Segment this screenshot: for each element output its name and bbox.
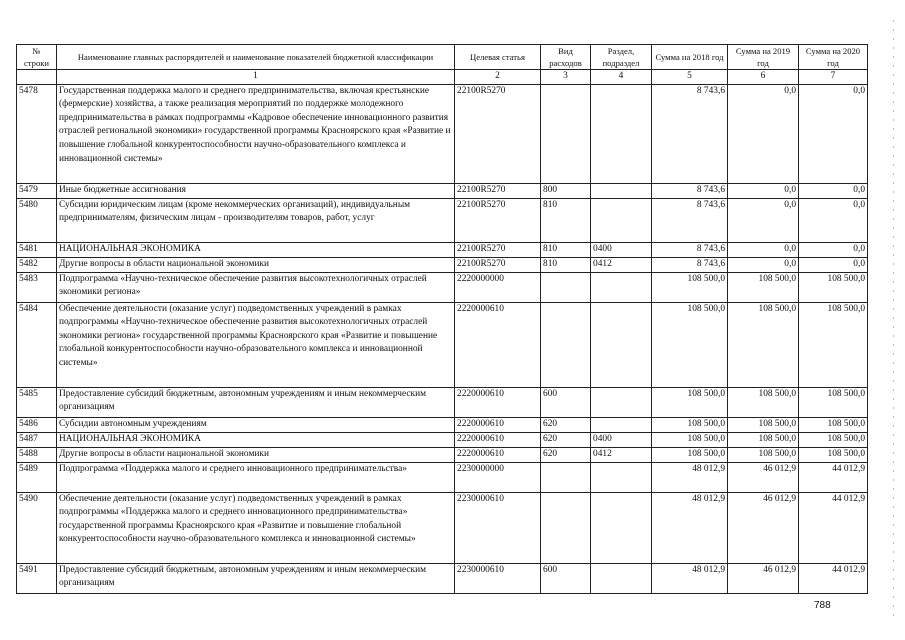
column-number-blank [17,70,57,85]
budget-table [16,44,868,594]
row-number: 5490 [17,492,57,563]
row-section [591,302,652,387]
row-number: 5489 [17,462,57,492]
row-section: 0400 [591,242,652,257]
row-sum-2020: 0,0 [799,183,868,198]
row-name: Субсидии юридическим лицам (кроме некоммерческих организаций), индивидуальным предпринимателям, физическим лицам - производителям товаров, работ, услуг [57,198,455,242]
column-number: 6 [728,70,799,85]
row-section: 0400 [591,432,652,447]
row-sum-2019: 108 500,0 [728,272,799,302]
header-target-article: Целевая статья [455,45,541,70]
header-sum-2020: Сумма на 2020 год [799,45,868,70]
row-section [591,272,652,302]
table-body [17,84,868,593]
row-section [591,417,652,432]
row-sum-2020: 0,0 [799,198,868,242]
row-expense-type: 800 [541,183,591,198]
row-name: НАЦИОНАЛЬНАЯ ЭКОНОМИКА [57,432,455,447]
row-sum-2018: 8 743,6 [652,84,728,183]
header-name: Наименование главных распорядителей и наименование показателей бюджетной классификации [57,45,455,70]
table-row [17,272,868,302]
table-row [17,387,868,417]
row-sum-2019: 0,0 [728,198,799,242]
row-name: Обеспечение деятельности (оказание услуг) подведомственных учреждений в рамках подпрограммы «Научно-техническое обеспечение развития высокотехнологичных отраслей экономики региона» государственной программы Красноярского края «Развитие и повышение глобальной конкурентоспособности научно-образовательного комплекса и инновационной системы» [57,302,455,387]
row-target-article: 2220000610 [455,432,541,447]
row-number: 5487 [17,432,57,447]
column-number: 3 [541,70,591,85]
table-row [17,432,868,447]
row-target-article: 2220000000 [455,272,541,302]
table-row [17,462,868,492]
row-number: 5481 [17,242,57,257]
row-section [591,198,652,242]
row-expense-type: 600 [541,387,591,417]
scan-edge-marks [893,20,894,620]
row-expense-type: 810 [541,257,591,272]
row-expense-type [541,492,591,563]
row-number: 5480 [17,198,57,242]
row-expense-type: 600 [541,563,591,593]
row-sum-2018: 108 500,0 [652,432,728,447]
header-section: Раздел, подраздел [591,45,652,70]
row-target-article: 22100R5270 [455,257,541,272]
row-number: 5488 [17,447,57,462]
row-number: 5486 [17,417,57,432]
row-expense-type: 620 [541,432,591,447]
row-sum-2020: 108 500,0 [799,387,868,417]
row-sum-2020: 108 500,0 [799,447,868,462]
row-sum-2018: 8 743,6 [652,257,728,272]
table-row [17,198,868,242]
row-sum-2019: 46 012,9 [728,563,799,593]
row-sum-2019: 0,0 [728,257,799,272]
table-row [17,257,868,272]
header-row-number: № строки [17,45,57,70]
header-sum-2019: Сумма на 2019 год [728,45,799,70]
column-number: 4 [591,70,652,85]
row-number: 5478 [17,84,57,183]
row-sum-2018: 108 500,0 [652,387,728,417]
row-name: НАЦИОНАЛЬНАЯ ЭКОНОМИКА [57,242,455,257]
row-name: Государственная поддержка малого и среднего предпринимательства, включая крестьянские (фермерские) хозяйства, а также реализация мероприятий по поддержке молодежного предпринимательства в рамках подпрограммы «Кадровое обеспечение инновационного развития отраслей региональной экономики» государственной программы Красноярского края «Развитие и повышение глобальной конкурентоспособности научно-образовательного комплекса и инновационной системы» [57,84,455,183]
row-expense-type: 620 [541,447,591,462]
row-name: Подпрограмма «Научно-техническое обеспечение развития высокотехнологичных отраслей экономики региона» [57,272,455,302]
row-name: Предоставление субсидий бюджетным, автономным учреждениям и иным некоммерческим организациям [57,563,455,593]
column-number-row [17,70,868,85]
row-section [591,387,652,417]
row-target-article: 2220000610 [455,417,541,432]
table-row [17,183,868,198]
column-number: 7 [799,70,868,85]
row-sum-2018: 48 012,9 [652,492,728,563]
row-target-article: 22100R5270 [455,84,541,183]
header-row [17,45,868,70]
row-target-article: 2230000610 [455,492,541,563]
row-sum-2020: 0,0 [799,257,868,272]
row-number: 5483 [17,272,57,302]
row-sum-2020: 108 500,0 [799,302,868,387]
row-sum-2018: 8 743,6 [652,183,728,198]
row-target-article: 2230000610 [455,563,541,593]
row-sum-2018: 108 500,0 [652,272,728,302]
row-name: Предоставление субсидий бюджетным, автономным учреждениям и иным некоммерческим организациям [57,387,455,417]
row-target-article: 22100R5270 [455,242,541,257]
row-sum-2018: 108 500,0 [652,417,728,432]
table-row [17,492,868,563]
row-sum-2019: 108 500,0 [728,447,799,462]
row-name: Субсидии автономным учреждениям [57,417,455,432]
row-sum-2019: 0,0 [728,242,799,257]
row-target-article: 22100R5270 [455,198,541,242]
row-sum-2020: 108 500,0 [799,432,868,447]
row-section: 0412 [591,447,652,462]
header-sum-2018: Сумма на 2018 год [652,45,728,70]
row-sum-2019: 108 500,0 [728,387,799,417]
row-sum-2019: 108 500,0 [728,302,799,387]
row-expense-type [541,462,591,492]
row-number: 5491 [17,563,57,593]
row-section [591,183,652,198]
column-number: 1 [57,70,455,85]
row-target-article: 22100R5270 [455,183,541,198]
header-expense-type: Вид расходов [541,45,591,70]
row-section [591,492,652,563]
row-sum-2019: 46 012,9 [728,492,799,563]
row-sum-2020: 44 012,9 [799,492,868,563]
row-name: Подпрограмма «Поддержка малого и среднего инновационного предпринимательства» [57,462,455,492]
row-section [591,462,652,492]
row-name: Другие вопросы в области национальной экономики [57,447,455,462]
row-sum-2018: 48 012,9 [652,563,728,593]
row-sum-2020: 44 012,9 [799,462,868,492]
row-number: 5484 [17,302,57,387]
row-target-article: 2220000610 [455,302,541,387]
row-sum-2018: 108 500,0 [652,447,728,462]
table-row [17,242,868,257]
row-sum-2020: 108 500,0 [799,417,868,432]
row-number: 5479 [17,183,57,198]
row-sum-2019: 108 500,0 [728,432,799,447]
row-target-article: 2220000610 [455,387,541,417]
row-name: Другие вопросы в области национальной экономики [57,257,455,272]
row-name: Обеспечение деятельности (оказание услуг) подведомственных учреждений в рамках подпрограммы «Поддержка малого и среднего инновационного предпринимательства» государственной программы Красноярского края «Развитие и повышение глобальной конкурентоспособности научно-образовательного комплекса и инновационной системы» [57,492,455,563]
row-target-article: 2220000610 [455,447,541,462]
row-number: 5485 [17,387,57,417]
row-sum-2018: 8 743,6 [652,198,728,242]
row-expense-type [541,302,591,387]
row-number: 5482 [17,257,57,272]
row-expense-type [541,84,591,183]
row-expense-type [541,272,591,302]
row-expense-type: 810 [541,198,591,242]
row-section [591,563,652,593]
page-number: 788 [814,600,831,611]
row-sum-2018: 108 500,0 [652,302,728,387]
row-name: Иные бюджетные ассигнования [57,183,455,198]
row-section [591,84,652,183]
row-section: 0412 [591,257,652,272]
row-sum-2019: 46 012,9 [728,462,799,492]
table-row [17,447,868,462]
row-sum-2020: 108 500,0 [799,272,868,302]
row-target-article: 2230000000 [455,462,541,492]
row-sum-2018: 48 012,9 [652,462,728,492]
table-row [17,302,868,387]
table-row [17,84,868,183]
row-sum-2019: 0,0 [728,84,799,183]
table-row [17,417,868,432]
row-sum-2019: 108 500,0 [728,417,799,432]
row-sum-2020: 0,0 [799,242,868,257]
table-row [17,563,868,593]
row-expense-type: 810 [541,242,591,257]
row-sum-2020: 44 012,9 [799,563,868,593]
column-number: 5 [652,70,728,85]
row-sum-2019: 0,0 [728,183,799,198]
row-sum-2020: 0,0 [799,84,868,183]
column-number: 2 [455,70,541,85]
row-expense-type: 620 [541,417,591,432]
row-sum-2018: 8 743,6 [652,242,728,257]
